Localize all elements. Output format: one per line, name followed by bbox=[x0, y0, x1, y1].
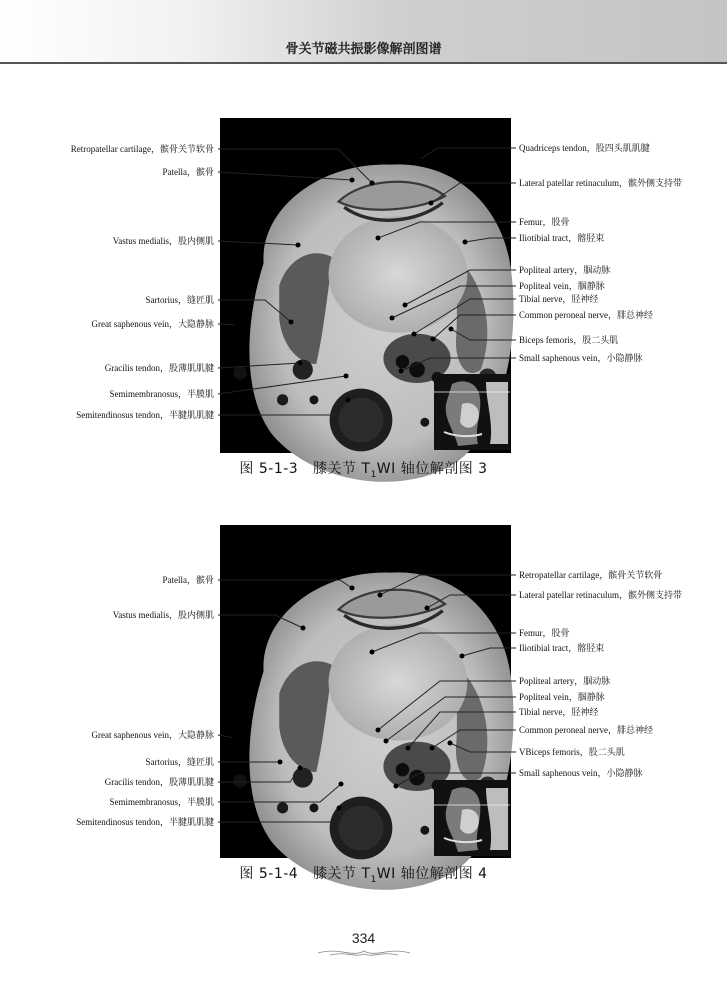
fig2-label-small-saphenous-vein: Small saphenous vein，小隐静脉 bbox=[519, 768, 643, 778]
fig2-caption-rest: WI 轴位解剖图 4 bbox=[376, 866, 488, 882]
fig1-label-great-saphenous-vein: Great saphenous vein，大隐静脉 bbox=[91, 319, 214, 329]
fig1-label-retropatellar-cartilage: Retropatellar cartilage，髌骨关节软骨 bbox=[70, 144, 214, 154]
figure-1-caption bbox=[0, 458, 727, 480]
fig2-label-lateral-patellar-retinaculum: Lateral patellar retinaculum，髌外侧支持带 bbox=[519, 590, 682, 600]
figure-2-caption bbox=[0, 863, 727, 885]
fig2-label-gracilis-tendon: Gracilis tendon，股薄肌肌腱 bbox=[104, 777, 214, 787]
fig1-label-quadriceps-tendon: Quadriceps tendon，股四头肌肌腱 bbox=[519, 143, 650, 153]
fig2-label-biceps-femoris: VBiceps femoris，股二头肌 bbox=[519, 747, 625, 757]
fig1-label-small-saphenous-vein: Small saphenous vein，小隐静脉 bbox=[519, 353, 643, 363]
fig2-label-common-peroneal-nerve: Common peroneal nerve，腓总神经 bbox=[519, 725, 653, 735]
fig2-label-popliteal-artery: Popliteal artery，腘动脉 bbox=[519, 676, 611, 686]
fig1-label-gracilis-tendon: Gracilis tendon，股薄肌肌腱 bbox=[104, 363, 214, 373]
fig1-caption-subscript: 1 bbox=[370, 469, 377, 480]
fig1-label-iliotibial-tract: Iliotibial tract，髂胫束 bbox=[519, 233, 605, 243]
fig1-label-popliteal-artery: Popliteal artery，腘动脉 bbox=[519, 265, 611, 275]
fig1-label-patella: Patella，髌骨 bbox=[162, 167, 214, 177]
fig2-label-great-saphenous-vein: Great saphenous vein，大隐静脉 bbox=[91, 730, 214, 740]
fig2-label-patella: Patella，髌骨 bbox=[162, 575, 214, 585]
page-number: 334 bbox=[351, 930, 376, 946]
fig2-label-iliotibial-tract: Iliotibial tract，髂胫束 bbox=[519, 643, 605, 653]
fig1-label-biceps-femoris: Biceps femoris，股二头肌 bbox=[519, 335, 619, 345]
fig2-label-semimembranosus: Semimembranosus，半膜肌 bbox=[109, 797, 214, 807]
fig2-label-femur: Femur，股骨 bbox=[519, 628, 570, 638]
fig1-label-lateral-patellar-retinaculum: Lateral patellar retinaculum，髌外侧支持带 bbox=[519, 178, 682, 188]
fig2-label-sartorius: Sartorius，缝匠肌 bbox=[145, 757, 214, 767]
fig1-label-popliteal-vein: Popliteal vein，腘静脉 bbox=[519, 281, 605, 291]
page-ornament bbox=[318, 951, 410, 955]
fig2-label-vastus-medialis: Vastus medialis，股内侧肌 bbox=[112, 610, 214, 620]
fig1-caption-title: 膝关节 T bbox=[313, 461, 371, 477]
running-header-title: 骨关节磁共振影像解剖图谱 bbox=[285, 42, 442, 57]
fig1-label-common-peroneal-nerve: Common peroneal nerve，腓总神经 bbox=[519, 310, 653, 320]
fig1-label-semimembranosus: Semimembranosus，半膜肌 bbox=[109, 389, 214, 399]
fig1-label-tibial-nerve: Tibial nerve，胫神经 bbox=[519, 294, 599, 304]
fig2-label-semitendinosus-tendon: Semitendinosus tendon，半腱肌肌腱 bbox=[76, 817, 214, 827]
fig2-label-retropatellar-cartilage: Retropatellar cartilage，髌骨关节软骨 bbox=[519, 570, 663, 580]
fig2-caption-title: 膝关节 T bbox=[313, 866, 371, 882]
fig1-caption-rest: WI 轴位解剖图 3 bbox=[376, 461, 488, 477]
fig2-caption-number: 图 5-1-4 bbox=[239, 866, 299, 882]
fig1-caption-number: 图 5-1-3 bbox=[239, 461, 299, 477]
fig1-label-vastus-medialis: Vastus medialis，股内侧肌 bbox=[112, 236, 214, 246]
fig2-label-popliteal-vein: Popliteal vein，腘静脉 bbox=[519, 692, 605, 702]
fig1-label-semitendinosus-tendon: Semitendinosus tendon，半腱肌肌腱 bbox=[76, 410, 214, 420]
fig1-label-sartorius: Sartorius，缝匠肌 bbox=[145, 295, 214, 305]
fig2-caption-subscript: 1 bbox=[370, 874, 377, 885]
fig1-label-femur: Femur，股骨 bbox=[519, 217, 570, 227]
fig2-label-tibial-nerve: Tibial nerve，胫神经 bbox=[519, 707, 599, 717]
